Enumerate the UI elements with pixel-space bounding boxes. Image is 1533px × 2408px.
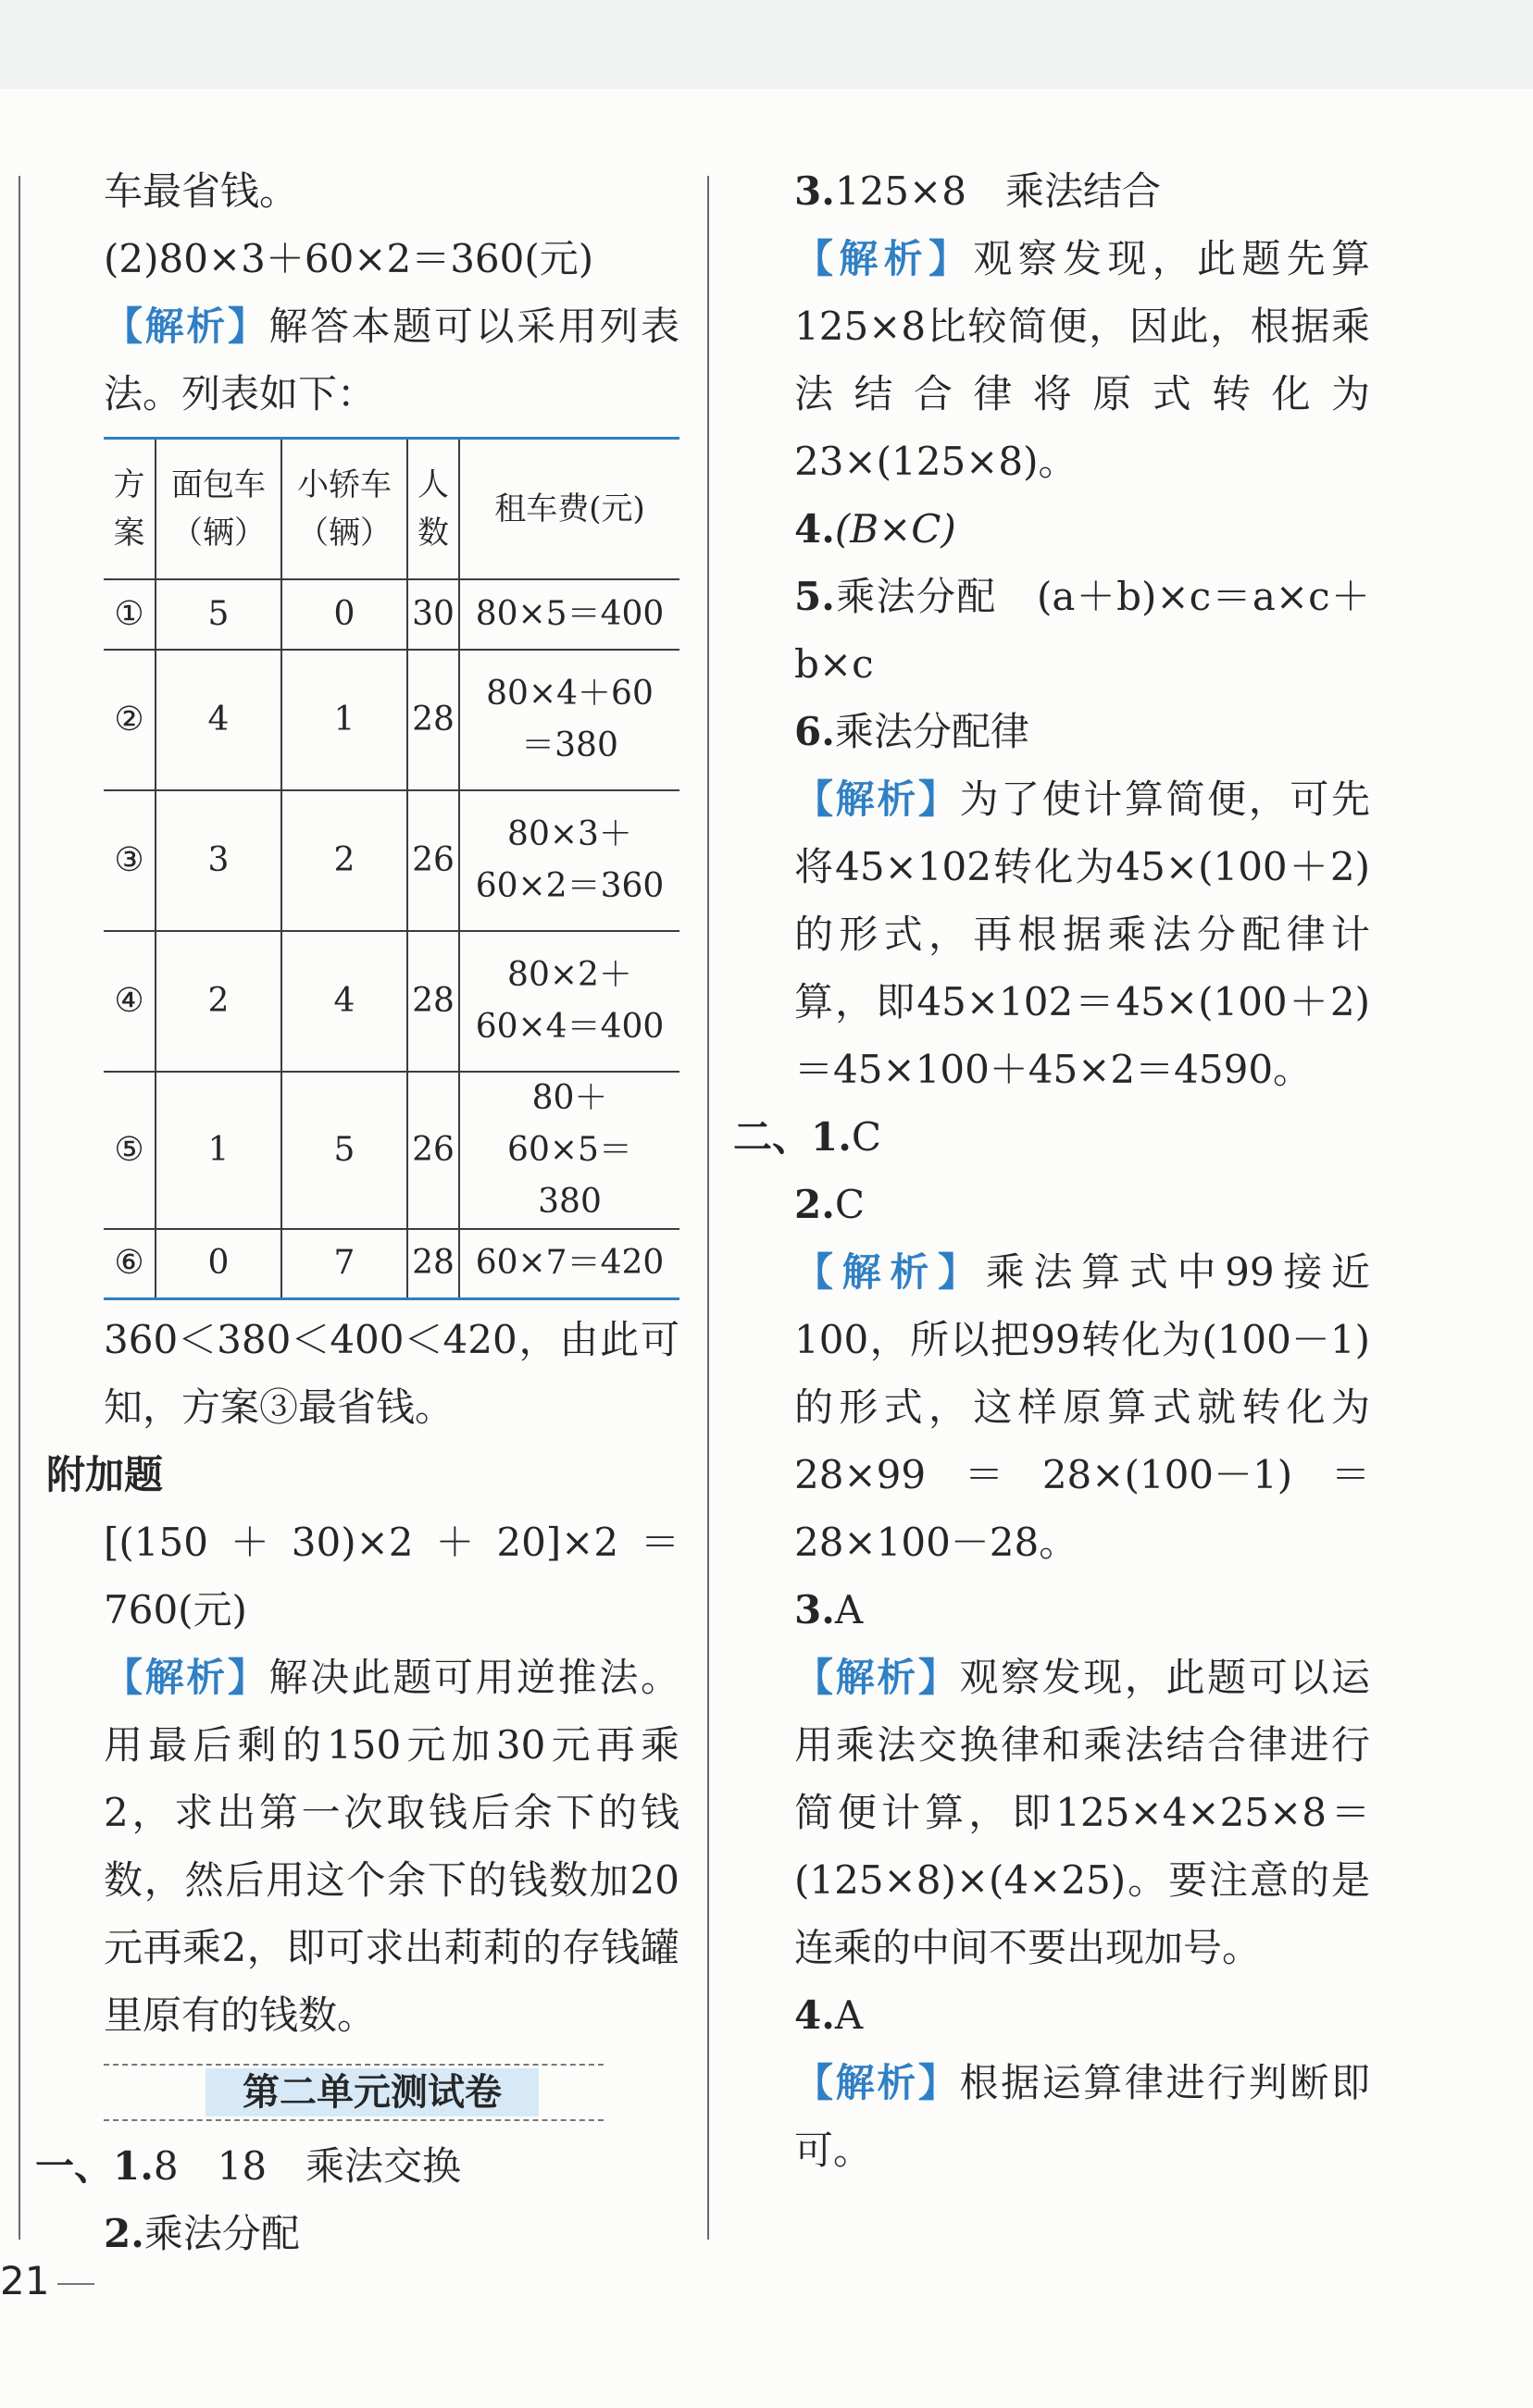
- question-line: [794, 1171, 1370, 1238]
- table-header: 租车费(元): [459, 439, 679, 579]
- analysis-text: 观察发现，此题可以运用乘法交换律和乘法结合律进行简便计算，即125×4×25×8＝(125×8)×(4×25)。要注意的是连乘的中间不要出现加号。: [794, 1655, 1370, 1970]
- table-header: 方案: [104, 439, 156, 579]
- analysis-tag: 【解析】: [794, 1655, 960, 1700]
- section-label: 二、: [733, 1114, 812, 1160]
- table-cell: ⑤: [104, 1072, 156, 1229]
- left-margin-rule: [19, 176, 20, 2240]
- table-row: [104, 931, 679, 1072]
- table-cell: 80×3＋60×2＝360: [459, 790, 679, 931]
- table-row: [104, 790, 679, 931]
- question-answer: C: [834, 1182, 865, 1227]
- question-line: [35, 2132, 679, 2200]
- question-line: [794, 1981, 1370, 2049]
- question-answer: 乘法分配律: [834, 709, 1029, 754]
- analysis-tag: 【解析】: [794, 1249, 986, 1295]
- table-cell: 26: [407, 790, 459, 931]
- table-cell: ①: [104, 579, 156, 650]
- table-header: 小轿车（辆）: [281, 439, 407, 579]
- left-column: [35, 157, 679, 2267]
- analysis-paragraph: [104, 1644, 679, 2049]
- question-number: 3.: [794, 1587, 835, 1632]
- table-cell: ④: [104, 931, 156, 1072]
- question-number: 6.: [794, 709, 835, 754]
- question-number: 4.: [794, 506, 835, 552]
- analysis-paragraph: [104, 292, 679, 428]
- extra-question-heading: 附加题: [46, 1452, 164, 1497]
- table-cell: 1: [156, 1072, 281, 1229]
- question-answer: 乘法分配 (a＋b)×c＝a×c＋b×c: [794, 574, 1370, 687]
- table-cell: 2: [281, 790, 407, 931]
- table-cell: 28: [407, 931, 459, 1072]
- question-answer: C: [851, 1114, 882, 1160]
- question-line: [794, 1576, 1370, 1644]
- question-line: [794, 157, 1370, 225]
- table-cell: 7: [281, 1229, 407, 1299]
- analysis-tag: 【解析】: [794, 776, 960, 822]
- analysis-text: 根据运算律进行判断即可。: [794, 2060, 1370, 2173]
- question-answer: A: [834, 1992, 864, 2038]
- question-line: [794, 563, 1370, 698]
- table-cell: 2: [156, 931, 281, 1072]
- table-row: [104, 1072, 679, 1229]
- section-label: 一、: [35, 2143, 114, 2189]
- text-line: 车最省钱。: [104, 168, 299, 214]
- question-number: 5.: [794, 574, 835, 619]
- analysis-tag: 【解析】: [104, 1655, 269, 1700]
- table-cell: 5: [281, 1072, 407, 1229]
- table-header: 人数: [407, 439, 459, 579]
- analysis-text: 观察发现，此题先算125×8比较简便，因此，根据乘法结合律将原式转化为23×(125×8)。: [794, 236, 1370, 484]
- analysis-tag: 【解析】: [104, 304, 269, 349]
- table-cell: 80×5＝400: [459, 579, 679, 650]
- formula-line: (2)80×3＋60×2＝360(元): [104, 236, 594, 281]
- table-cell: 4: [156, 650, 281, 790]
- question-answer: 乘法分配: [143, 2211, 300, 2256]
- table-row: [104, 579, 679, 650]
- question-answer: A: [834, 1587, 864, 1632]
- page-number-dash: [57, 2283, 94, 2285]
- table-cell: 26: [407, 1072, 459, 1229]
- table-row: [104, 650, 679, 790]
- analysis-paragraph: [794, 1238, 1370, 1576]
- analysis-paragraph: [794, 765, 1370, 1103]
- table-cell: 80＋60×5＝380: [459, 1072, 679, 1229]
- table-header-row: [104, 439, 679, 579]
- analysis-tag: 【解析】: [794, 236, 974, 281]
- table-cell: 28: [407, 650, 459, 790]
- analysis-paragraph: [794, 2049, 1370, 2184]
- table-header: 面包车（辆）: [156, 439, 281, 579]
- question-number: 1.: [113, 2143, 154, 2189]
- question-answer: 8 18 乘法交换: [153, 2143, 462, 2189]
- question-answer: (B×C): [834, 506, 956, 552]
- question-line: [733, 1103, 1370, 1171]
- question-line: [104, 2200, 679, 2267]
- question-answer: 125×8 乘法结合: [834, 168, 1161, 214]
- question-line: [794, 495, 1370, 563]
- page-top-band: [0, 0, 1533, 89]
- table-cell: 3: [156, 790, 281, 931]
- plan-table: [104, 437, 679, 1300]
- table-cell: ②: [104, 650, 156, 790]
- table-cell: 0: [281, 579, 407, 650]
- extra-formula: [(150＋30)×2＋20]×2＝760(元): [104, 1520, 679, 1632]
- table-cell: 5: [156, 579, 281, 650]
- table-cell: 4: [281, 931, 407, 1072]
- table-cell: 1: [281, 650, 407, 790]
- conclusion-paragraph: 360＜380＜400＜420，由此可知，方案③最省钱。: [104, 1317, 679, 1430]
- table-cell: ⑥: [104, 1229, 156, 1299]
- question-number: 2.: [794, 1182, 835, 1227]
- analysis-paragraph: [794, 1644, 1370, 1981]
- question-number: 3.: [794, 168, 835, 214]
- table-cell: 28: [407, 1229, 459, 1299]
- right-column: [733, 157, 1370, 2184]
- analysis-text: 为了使计算简便，可先将45×102转化为45×(100＋2)的形式，再根据乘法分配律计算，即45×102＝45×(100＋2)＝45×100＋45×2＝4590。: [794, 776, 1370, 1092]
- question-number: 4.: [794, 1992, 835, 2038]
- analysis-text: 乘法算式中99接近100，所以把99转化为(100－1)的形式，这样原算式就转化为28×99＝28×(100－1)＝28×100－28。: [794, 1249, 1370, 1565]
- table-cell: 0: [156, 1229, 281, 1299]
- table-cell: 80×2＋60×4＝400: [459, 931, 679, 1072]
- table-row: [104, 1229, 679, 1299]
- column-divider: [707, 176, 709, 2240]
- analysis-tag: 【解析】: [794, 2060, 960, 2105]
- unit-test-title-text: 第二单元测试卷: [206, 2068, 539, 2116]
- question-line: [794, 698, 1370, 765]
- table-cell: 30: [407, 579, 459, 650]
- analysis-paragraph: [794, 225, 1370, 495]
- unit-test-title: [104, 2064, 604, 2121]
- analysis-text: 解答本题可以采用列表法。列表如下：: [104, 304, 679, 416]
- analysis-text: 解决此题可用逆推法。用最后剩的150元加30元再乘2，求出第一次取钱后余下的钱数，然后用这个余下的钱数加20元再乘2，即可求出莉莉的存钱罐里原有的钱数。: [104, 1655, 679, 2038]
- table-cell: ③: [104, 790, 156, 931]
- table-cell: 80×4＋60＝380: [459, 650, 679, 790]
- question-number: 2.: [104, 2211, 144, 2256]
- question-number: 1.: [811, 1114, 852, 1160]
- page-number: 21: [0, 2258, 50, 2303]
- table-cell: 60×7＝420: [459, 1229, 679, 1299]
